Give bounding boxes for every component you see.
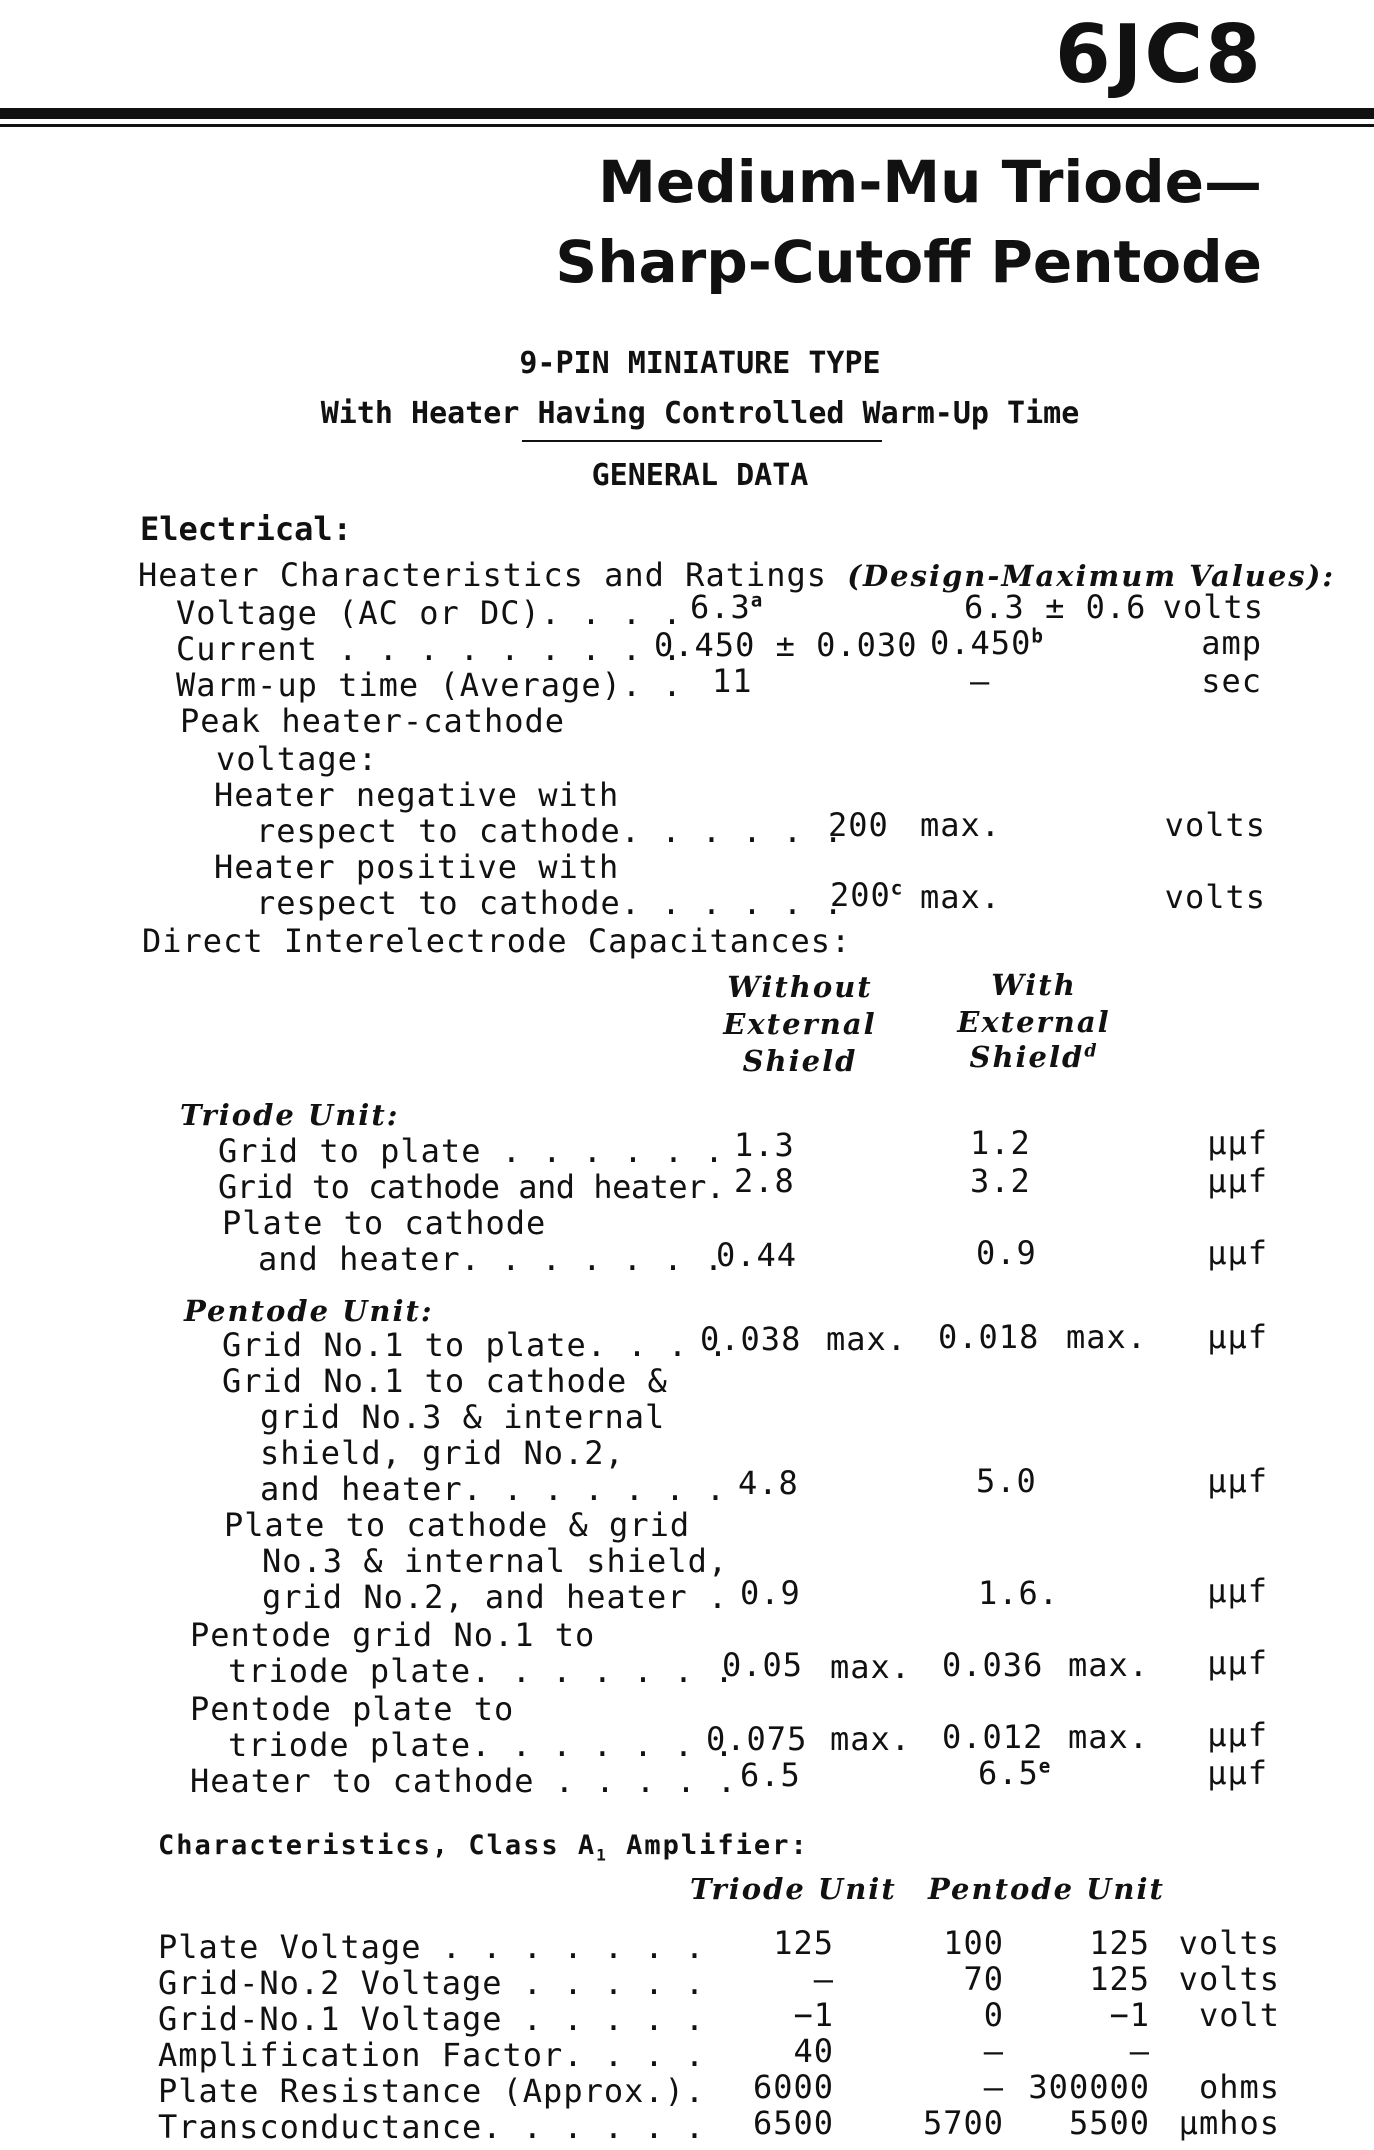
char-row-4-pentode-1: –	[983, 2068, 1004, 2106]
col-with-3-text: Shield	[969, 1040, 1085, 1074]
pp-triode-v1: 0.075	[706, 1720, 808, 1758]
heater-heading-italic: (Design-Maximum Values):	[847, 559, 1336, 593]
triode-heading: Triode Unit:	[180, 1098, 400, 1132]
voltage-unit: volts	[1162, 588, 1264, 626]
p-g1-plate-v2: 0.018	[938, 1318, 1040, 1356]
neg-max: max.	[920, 806, 1002, 844]
header-rule-thin	[0, 124, 1374, 127]
peak-line2: voltage:	[216, 740, 379, 778]
pg1-triode-unit: μμf	[1207, 1644, 1268, 1682]
heater-cathode-v2-text: 6.5	[978, 1754, 1039, 1792]
characteristics-heading-end: Amplifier:	[607, 1830, 809, 1861]
triode-row-0-v2: 1.2	[970, 1124, 1031, 1162]
char-row-4-unit: ohms	[1198, 2068, 1280, 2106]
col-with-1: With	[991, 968, 1077, 1002]
col-with-3	[934, 1040, 1134, 1074]
char-row-1-pentode-1: 70	[963, 1960, 1004, 1998]
col-with-note: d	[1084, 1041, 1099, 1062]
p-g1-plate-unit: μμf	[1207, 1318, 1268, 1356]
warmup-v1: 11	[712, 662, 753, 700]
voltage-v2: 6.3 ± 0.6	[964, 588, 1147, 626]
current-v2	[930, 624, 1044, 662]
pos-value-text: 200	[830, 876, 891, 914]
char-row-3-label: Amplification Factor. . . .	[158, 2036, 706, 2074]
subtitle-heater-note: With Heater Having Controlled Warm-Up Time	[320, 396, 1080, 431]
col-pentode-unit: Pentode Unit	[928, 1872, 1165, 1906]
char-row-1-unit: volts	[1178, 1960, 1280, 1998]
pp-triode-line2: triode plate. . . . . . .	[228, 1726, 735, 1764]
characteristics-heading	[158, 1830, 809, 1864]
col-without-3: Shield	[742, 1044, 858, 1078]
voltage-label: Voltage (AC or DC). . . .	[176, 594, 683, 632]
pp-triode-m2: max.	[1068, 1718, 1150, 1756]
tube-type: 6JC8	[1055, 8, 1263, 101]
char-row-1-label: Grid-No.2 Voltage . . . . .	[158, 1964, 706, 2002]
p-plate-unit: μμf	[1207, 1572, 1268, 1610]
current-v2-note: b	[1031, 624, 1044, 648]
char-row-2-pentode-1: 0	[983, 1996, 1004, 2034]
neg-value: 200	[828, 806, 889, 844]
heater-heading-text: Heater Characteristics and Ratings	[138, 556, 848, 594]
peak-line1: Peak heater-cathode	[180, 702, 566, 740]
char-row-0-label: Plate Voltage . . . . . . .	[158, 1928, 706, 1966]
voltage-v1-text: 6.3	[690, 588, 751, 626]
voltage-v1	[690, 588, 763, 626]
char-row-4-triode: 6000	[752, 2068, 834, 2106]
char-row-5-label: Transconductance. . . . . .	[158, 2108, 706, 2146]
capacitances-heading: Direct Interelectrode Capacitances:	[142, 922, 852, 960]
p-plate-v1: 0.9	[740, 1574, 801, 1612]
pos-line2: respect to cathode. . . . . .	[256, 884, 844, 922]
title-line2: Sharp-Cutoff Pentode	[555, 228, 1262, 296]
p-plate-line2: No.3 & internal shield,	[262, 1542, 729, 1580]
heater-cathode-v2-note: e	[1038, 1754, 1052, 1778]
title-line1: Medium-Mu Triode—	[598, 148, 1262, 216]
triode-row-0-v1: 1.3	[734, 1126, 795, 1164]
pg1-triode-line2: triode plate. . . . . . .	[228, 1652, 735, 1690]
triode-row-1-unit: μμf	[1207, 1162, 1268, 1200]
triode-row-0-unit: μμf	[1207, 1124, 1268, 1162]
p-g1-cath-line2: grid No.3 & internal	[260, 1398, 666, 1436]
pg1-triode-line1: Pentode grid No.1 to	[190, 1616, 596, 1654]
electrical-heading: Electrical:	[140, 510, 352, 548]
col-with-2: External	[957, 1005, 1111, 1039]
triode-plate-unit: μμf	[1207, 1234, 1268, 1272]
heater-cathode-v1: 6.5	[740, 1756, 801, 1794]
triode-plate-line1: Plate to cathode	[222, 1204, 547, 1242]
triode-plate-v1: 0.44	[716, 1236, 798, 1274]
triode-row-1-v2: 3.2	[970, 1162, 1031, 1200]
p-g1-cath-unit: μμf	[1207, 1462, 1268, 1500]
col-without-1: Without	[727, 970, 873, 1004]
pg1-triode-m1: max.	[830, 1648, 912, 1686]
p-plate-line1: Plate to cathode & grid	[224, 1506, 691, 1544]
p-g1-cath-line1: Grid No.1 to cathode &	[222, 1362, 668, 1400]
char-row-1-triode: –	[813, 1960, 834, 1998]
pp-triode-v2: 0.012	[942, 1718, 1044, 1756]
subtitle-underline	[522, 440, 882, 442]
p-plate-line3: grid No.2, and heater .	[262, 1578, 729, 1616]
char-row-0-pentode-1: 100	[943, 1924, 1004, 1962]
char-row-5-pentode-2: 5500	[1068, 2104, 1150, 2142]
pg1-triode-v2: 0.036	[942, 1646, 1044, 1684]
char-row-5-pentode-1: 5700	[922, 2104, 1004, 2142]
current-label: Current . . . . . . . . .	[176, 630, 683, 668]
char-row-4-pentode-2: 300000	[1028, 2068, 1150, 2106]
warmup-v2: –	[970, 662, 991, 700]
pg1-triode-m2: max.	[1068, 1646, 1150, 1684]
p-g1-cath-v1: 4.8	[738, 1464, 799, 1502]
p-g1-cath-v2: 5.0	[976, 1462, 1037, 1500]
current-unit: amp	[1201, 624, 1262, 662]
p-g1-plate-m2: max.	[1066, 1318, 1148, 1356]
pos-unit: volts	[1164, 878, 1266, 916]
section-general-data: GENERAL DATA	[591, 458, 809, 493]
voltage-v1-note: a	[750, 588, 764, 612]
p-g1-cath-line4: and heater. . . . . . .	[260, 1470, 727, 1508]
char-row-2-pentode-2: −1	[1109, 1996, 1150, 2034]
triode-plate-v2: 0.9	[976, 1234, 1037, 1272]
heater-cathode-label: Heater to cathode . . . . .	[190, 1762, 738, 1800]
pos-max: max.	[920, 878, 1002, 916]
pos-value-note: c	[890, 876, 904, 900]
char-row-5-triode: 6500	[752, 2104, 834, 2142]
char-row-3-triode: 40	[793, 2032, 834, 2070]
characteristics-heading-sub: 1	[596, 1845, 608, 1865]
pp-triode-unit: μμf	[1207, 1716, 1268, 1754]
warmup-label: Warm-up time (Average). .	[176, 666, 683, 704]
triode-plate-line2: and heater. . . . . . .	[258, 1240, 725, 1278]
char-row-2-triode: −1	[793, 1996, 834, 2034]
warmup-unit: sec	[1201, 662, 1262, 700]
char-row-3-pentode-1: –	[983, 2032, 1004, 2070]
col-triode-unit: Triode Unit	[690, 1872, 897, 1906]
triode-row-1-v1: 2.8	[734, 1162, 795, 1200]
neg-unit: volts	[1164, 806, 1266, 844]
p-g1-plate-m1: max.	[826, 1320, 908, 1358]
char-row-0-pentode-2: 125	[1089, 1924, 1150, 1962]
char-row-3-pentode-2: –	[1129, 2032, 1150, 2070]
pp-triode-line1: Pentode plate to	[190, 1690, 515, 1728]
p-g1-plate-v1: 0.038	[700, 1320, 802, 1358]
char-row-2-label: Grid-No.1 Voltage . . . . .	[158, 2000, 706, 2038]
current-v1: 0.450 ± 0.030	[654, 626, 918, 664]
pp-triode-m1: max.	[830, 1720, 912, 1758]
triode-row-1-label: Grid to cathode and heater.	[218, 1168, 725, 1206]
heater-cathode-v2	[978, 1754, 1051, 1792]
pos-line1: Heater positive with	[214, 848, 620, 886]
neg-line1: Heater negative with	[214, 776, 620, 814]
char-row-5-unit: μmhos	[1178, 2104, 1280, 2142]
subtitle-type: 9-PIN MINIATURE TYPE	[519, 346, 881, 381]
p-g1-plate-label: Grid No.1 to plate. . . .	[222, 1326, 729, 1364]
heater-cathode-unit: μμf	[1207, 1754, 1268, 1792]
pg1-triode-v1: 0.05	[722, 1646, 804, 1684]
p-g1-cath-line3: shield, grid No.2,	[260, 1434, 625, 1472]
p-plate-v2: 1.6.	[978, 1574, 1060, 1612]
neg-line2: respect to cathode. . . . . .	[256, 812, 844, 850]
char-row-0-unit: volts	[1178, 1924, 1280, 1962]
char-row-4-label: Plate Resistance (Approx.).	[158, 2072, 706, 2110]
char-row-0-triode: 125	[773, 1924, 834, 1962]
triode-row-0-label: Grid to plate . . . . . .	[218, 1132, 725, 1170]
pentode-heading: Pentode Unit:	[184, 1294, 434, 1328]
pos-value	[830, 876, 903, 914]
char-row-2-unit: volt	[1198, 1996, 1280, 2034]
char-row-1-pentode-2: 125	[1089, 1960, 1150, 1998]
characteristics-heading-text: Characteristics, Class A	[158, 1830, 597, 1861]
header-rule-thick	[0, 108, 1374, 119]
col-without-2: External	[723, 1007, 877, 1041]
current-v2-text: 0.450	[930, 624, 1032, 662]
